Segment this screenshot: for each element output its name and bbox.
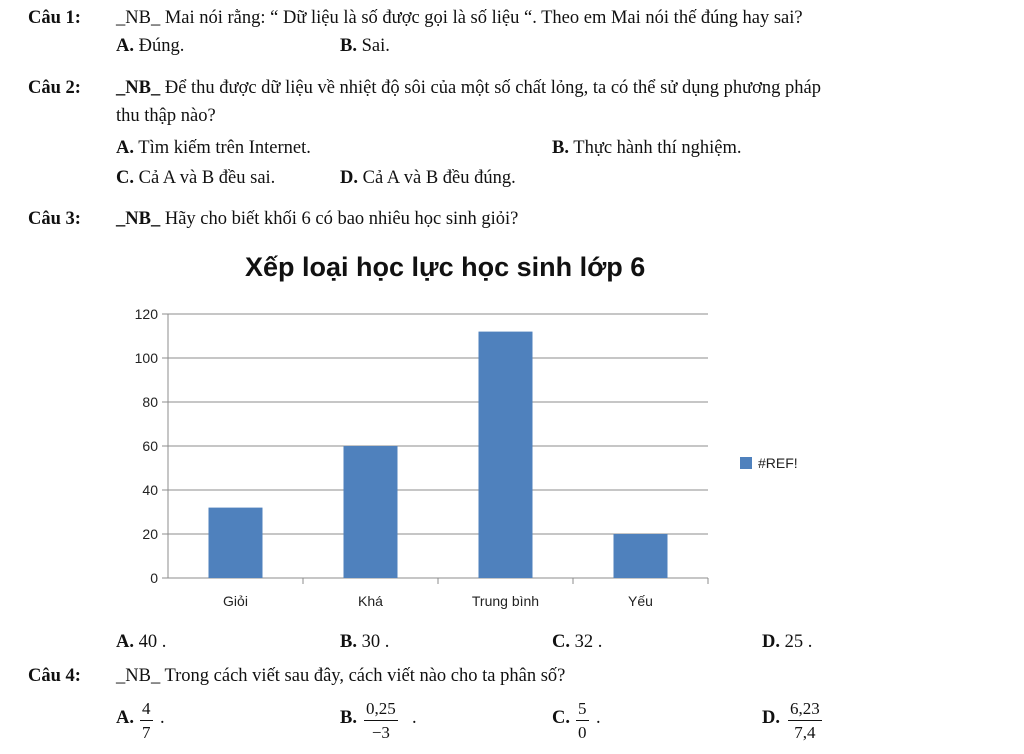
q3-label: Câu 3: xyxy=(28,209,81,229)
y-tick-label: 100 xyxy=(134,350,158,366)
q2-option-c-text: Cả A và B đều sai. xyxy=(138,168,276,188)
q4-option-b-numerator: 0,25 xyxy=(364,700,398,721)
y-tick-label: 120 xyxy=(134,306,158,322)
q3-option-d-letter: D. xyxy=(762,632,780,652)
legend-swatch xyxy=(740,457,752,469)
q1-option-a[interactable] xyxy=(116,36,184,57)
q4-option-b-denominator: −3 xyxy=(371,723,390,742)
q2-option-c-letter: C. xyxy=(116,168,134,188)
q2-option-b[interactable] xyxy=(552,138,742,159)
q1-option-b-letter: B. xyxy=(340,36,357,56)
bar-chart xyxy=(0,290,1024,620)
q3-option-a-text: 40 . xyxy=(138,632,167,652)
legend-label: #REF! xyxy=(758,455,798,471)
q4-option-d-letter[interactable]: D. xyxy=(762,708,780,728)
y-tick-label: 40 xyxy=(142,482,158,498)
q3-option-a[interactable] xyxy=(116,632,166,653)
q4-option-c-letter[interactable]: C. xyxy=(552,708,570,728)
q4-text: _NB_ Trong cách viết sau đây, cách viết nào cho ta phân số? xyxy=(116,666,566,686)
q2-text-line1 xyxy=(116,78,821,99)
q3-text xyxy=(116,209,518,230)
q2-option-a[interactable] xyxy=(116,138,311,159)
q2-option-b-letter: B. xyxy=(552,138,569,158)
bar-1 xyxy=(209,508,263,578)
q2-option-b-text: Thực hành thí nghiệm. xyxy=(573,138,742,158)
q4-option-a-letter[interactable]: A. xyxy=(116,708,134,728)
q4-option-b-suffix: . xyxy=(412,708,417,728)
q4-option-a-numerator: 4 xyxy=(140,700,153,721)
q3-tag: _NB_ xyxy=(116,209,161,229)
x-tick-label: Trung bình xyxy=(471,593,540,609)
chart-title: Xếp loại học lực học sinh lớp 6 xyxy=(245,252,646,282)
q3-option-a-letter: A. xyxy=(116,632,134,652)
q1-option-a-letter: A. xyxy=(116,36,134,56)
q4-option-d-denominator: 7,4 xyxy=(794,723,816,742)
q3-text-body: Hãy cho biết khối 6 có bao nhiêu học sinh giỏi? xyxy=(164,209,519,229)
q4-option-c-denominator: 0 xyxy=(578,723,587,742)
q2-option-d-text: Cả A và B đều đúng. xyxy=(362,168,516,188)
q2-tag: _NB_ xyxy=(116,78,161,98)
q3-option-b-text: 30 . xyxy=(361,632,390,652)
q3-option-d[interactable] xyxy=(762,632,812,653)
q1-option-a-text: Đúng. xyxy=(138,36,185,56)
q4-option-c-suffix: . xyxy=(596,708,601,728)
q3-option-c-text: 32 . xyxy=(574,632,603,652)
q2-text-line2: thu thập nào? xyxy=(116,106,216,126)
y-tick-label: 0 xyxy=(150,570,158,586)
q2-option-c[interactable] xyxy=(116,168,275,189)
x-tick-label: Yếu xyxy=(628,593,653,609)
q1-label: Câu 1: xyxy=(28,8,81,28)
q3-option-c-letter: C. xyxy=(552,632,570,652)
q4-option-a-denominator: 7 xyxy=(142,723,151,742)
bar-4 xyxy=(614,534,668,578)
q4-option-c-fraction[interactable] xyxy=(576,700,589,741)
q2-option-d-letter: D. xyxy=(340,168,358,188)
y-tick-label: 80 xyxy=(142,394,158,410)
q3-option-b[interactable] xyxy=(340,632,389,653)
y-tick-label: 60 xyxy=(142,438,158,454)
bar-2 xyxy=(344,446,398,578)
q1-option-b-text: Sai. xyxy=(361,36,390,56)
q4-option-d-fraction[interactable] xyxy=(788,700,822,741)
x-tick-label: Giỏi xyxy=(223,593,248,609)
q2-label: Câu 2: xyxy=(28,78,81,98)
q3-option-b-letter: B. xyxy=(340,632,357,652)
q4-option-b-fraction[interactable] xyxy=(364,700,398,741)
bar-3 xyxy=(479,332,533,578)
y-tick-label: 20 xyxy=(142,526,158,542)
q1-option-b[interactable] xyxy=(340,36,390,57)
q2-text-line1-body: Để thu được dữ liệu về nhiệt độ sôi của một số chất lỏng, ta có thể sử dụng phương pháp xyxy=(164,78,822,98)
q2-option-d[interactable] xyxy=(340,168,516,189)
q4-option-d-numerator: 6,23 xyxy=(788,700,822,721)
q1-text: _NB_ Mai nói rằng: “ Dữ liệu là số được gọi là số liệu “. Theo em Mai nói thế đúng hay sai? xyxy=(116,8,803,28)
q4-option-a-fraction[interactable] xyxy=(140,700,153,741)
q2-option-a-letter: A. xyxy=(116,138,134,158)
q4-option-c-numerator: 5 xyxy=(576,700,589,721)
q2-option-a-text: Tìm kiếm trên Internet. xyxy=(138,138,311,158)
q3-option-c[interactable] xyxy=(552,632,602,653)
q4-option-a-suffix: . xyxy=(160,708,165,728)
q4-label: Câu 4: xyxy=(28,666,81,686)
q3-option-d-text: 25 . xyxy=(784,632,813,652)
q4-option-b-letter[interactable]: B. xyxy=(340,708,357,728)
x-tick-label: Khá xyxy=(358,593,383,609)
